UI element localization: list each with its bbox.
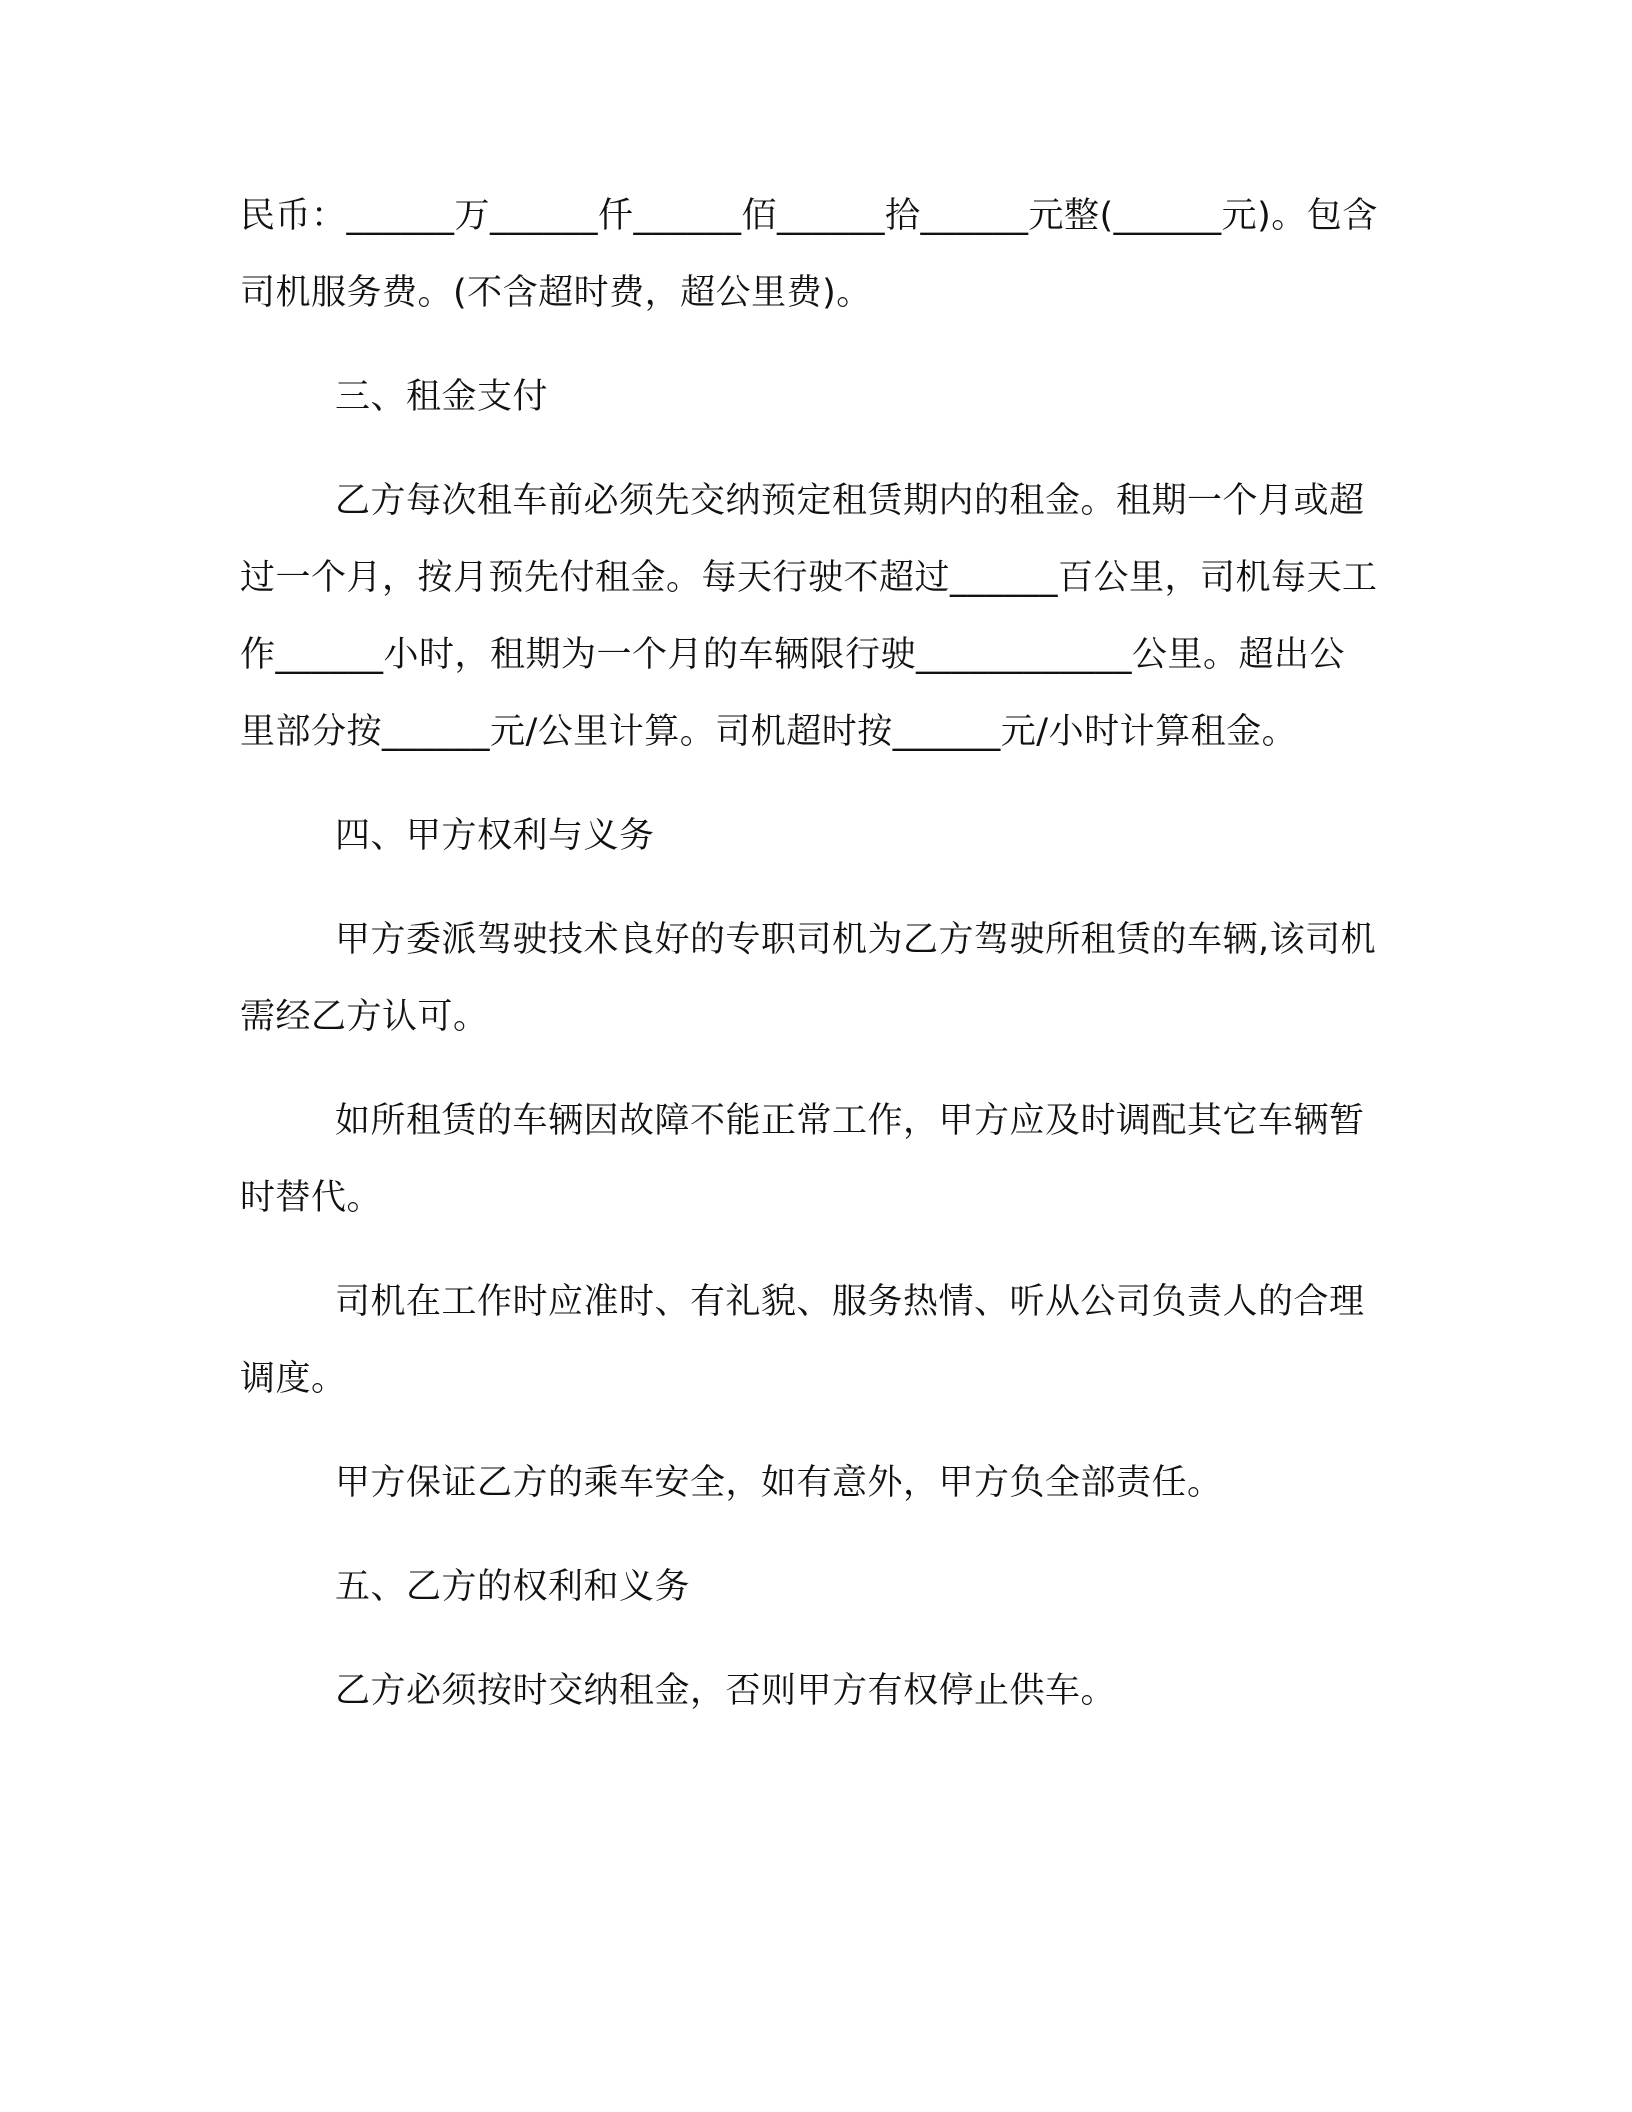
paragraph-timely-payment: 乙方必须按时交纳租金，否则甲方有权停止供车。 xyxy=(335,1671,1117,1711)
heading-rent-payment: 三、租金支付 xyxy=(335,377,549,417)
paragraph-driver-assignment: 甲方委派驾驶技术良好的专职司机为乙方驾驶所租赁的车辆,该司机需经乙方认可。 xyxy=(240,920,1377,1037)
paragraph-rent-payment-terms: 乙方每次租车前必须先交纳预定租赁期内的租金。租期一个月或超过一个月，按月预先付租金。每天行驶不超过______百公里，司机每天工作______小时，租期为一个月的车辆限行驶____________公里。超出公里部分按______元/公里计算。司机超时按______元/小时计算租金。 xyxy=(240,481,1378,752)
document-body xyxy=(240,178,1380,1730)
heading-party-a-rights: 四、甲方权利与义务 xyxy=(335,816,655,856)
paragraph-rental-amount: 民币：______万______仟______佰______拾______元整(______元)。包含司机服务费。(不含超时费，超公里费)。 xyxy=(240,196,1378,313)
heading-party-b-rights: 五、乙方的权利和义务 xyxy=(335,1567,691,1607)
paragraph-driver-conduct: 司机在工作时应准时、有礼貌、服务热情、听从公司负责人的合理调度。 xyxy=(240,1282,1365,1399)
paragraph-passenger-safety: 甲方保证乙方的乘车安全，如有意外，甲方负全部责任。 xyxy=(335,1463,1223,1503)
paragraph-vehicle-replacement: 如所租赁的车辆因故障不能正常工作，甲方应及时调配其它车辆暂时替代。 xyxy=(240,1101,1365,1218)
